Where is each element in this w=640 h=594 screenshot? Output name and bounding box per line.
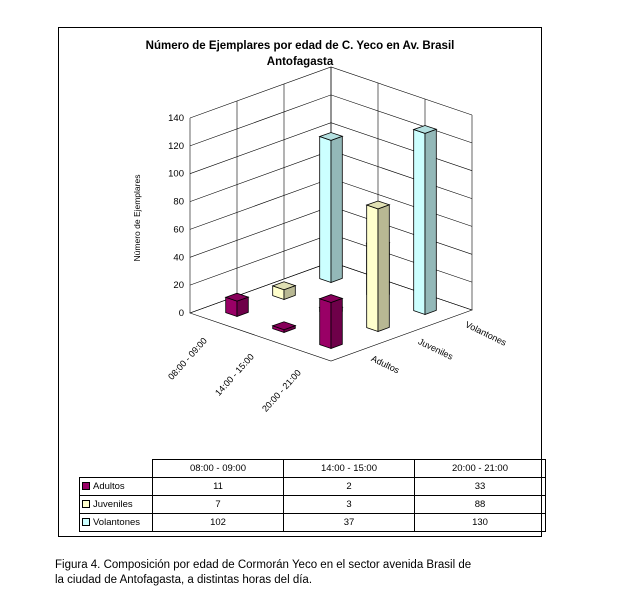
legend-entry-adultos: Adultos bbox=[80, 478, 153, 496]
legend-swatch bbox=[82, 500, 90, 508]
data-table bbox=[79, 459, 546, 532]
x-tick-label: 08:00 - 09:00 bbox=[166, 335, 209, 382]
table-header-row bbox=[80, 460, 546, 478]
table-row bbox=[80, 496, 546, 514]
bar-face bbox=[331, 298, 342, 348]
y-tick-label: 0 bbox=[178, 308, 184, 319]
caption-line-1: Figura 4. Composición por edad de Cormorán Yeco en el sector avenida Brasil de bbox=[55, 559, 472, 571]
bar-face bbox=[367, 205, 378, 332]
bar-face bbox=[414, 130, 425, 315]
figure-caption bbox=[55, 558, 615, 588]
y-tick-label: 40 bbox=[173, 252, 184, 264]
x-tick-label: 14:00 - 15:00 bbox=[213, 351, 256, 398]
legend-swatch bbox=[82, 518, 90, 526]
table-header-cell: 14:00 - 15:00 bbox=[284, 460, 415, 478]
bar-face bbox=[425, 129, 436, 314]
series-tick-label: Volantones bbox=[463, 319, 509, 348]
bar-volantones-0 bbox=[320, 133, 343, 283]
bar-face bbox=[378, 205, 389, 332]
table-cell: 88 bbox=[415, 496, 546, 514]
legend-entry-volantones: Volantones bbox=[80, 514, 153, 532]
table-cell: 130 bbox=[415, 514, 546, 532]
table-cell: 102 bbox=[153, 514, 284, 532]
y-tick-label: 120 bbox=[168, 140, 184, 152]
bar-juveniles-2 bbox=[367, 201, 390, 332]
caption-line-2: la ciudad de Antofagasta, a distintas horas del día. bbox=[55, 574, 313, 586]
legend-swatch bbox=[82, 482, 90, 490]
x-tick-label: 20:00 - 21:00 bbox=[260, 367, 303, 414]
y-tick-label: 100 bbox=[168, 168, 184, 180]
bar-adultos-0 bbox=[226, 293, 249, 316]
table-row bbox=[80, 514, 546, 532]
bar-face bbox=[320, 137, 331, 283]
chart-title-line-2: Antofagasta bbox=[266, 56, 334, 68]
table-cell: 3 bbox=[284, 496, 415, 514]
y-axis-label: Número de Ejemplares bbox=[132, 174, 142, 262]
table-cell: 2 bbox=[284, 478, 415, 496]
y-tick-label: 20 bbox=[173, 280, 184, 292]
y-tick-label: 140 bbox=[168, 113, 184, 124]
table-cell: 11 bbox=[153, 478, 284, 496]
table-cell: 33 bbox=[415, 478, 546, 496]
bar-volantones-2 bbox=[414, 126, 437, 315]
series-tick-label: Adultos bbox=[369, 353, 401, 376]
table-cell: 7 bbox=[153, 496, 284, 514]
bar-adultos-1 bbox=[273, 322, 296, 333]
table-header-cell: 08:00 - 09:00 bbox=[153, 460, 284, 478]
bar-adultos-2 bbox=[320, 295, 343, 349]
table-row bbox=[80, 478, 546, 496]
series-tick-label: Juveniles bbox=[416, 336, 455, 362]
chart-title-line-1: Número de Ejemplares por edad de C. Yeco en Av. Brasil bbox=[145, 40, 455, 52]
legend-entry-juveniles: Juveniles bbox=[80, 496, 153, 514]
bar-juveniles-0 bbox=[273, 282, 296, 300]
bar-face bbox=[331, 136, 342, 282]
table-cell: 37 bbox=[284, 514, 415, 532]
y-tick-label: 80 bbox=[173, 196, 184, 208]
bar-face bbox=[320, 299, 331, 349]
y-tick-label: 60 bbox=[173, 224, 184, 236]
table-header-cell: 20:00 - 21:00 bbox=[415, 460, 546, 478]
